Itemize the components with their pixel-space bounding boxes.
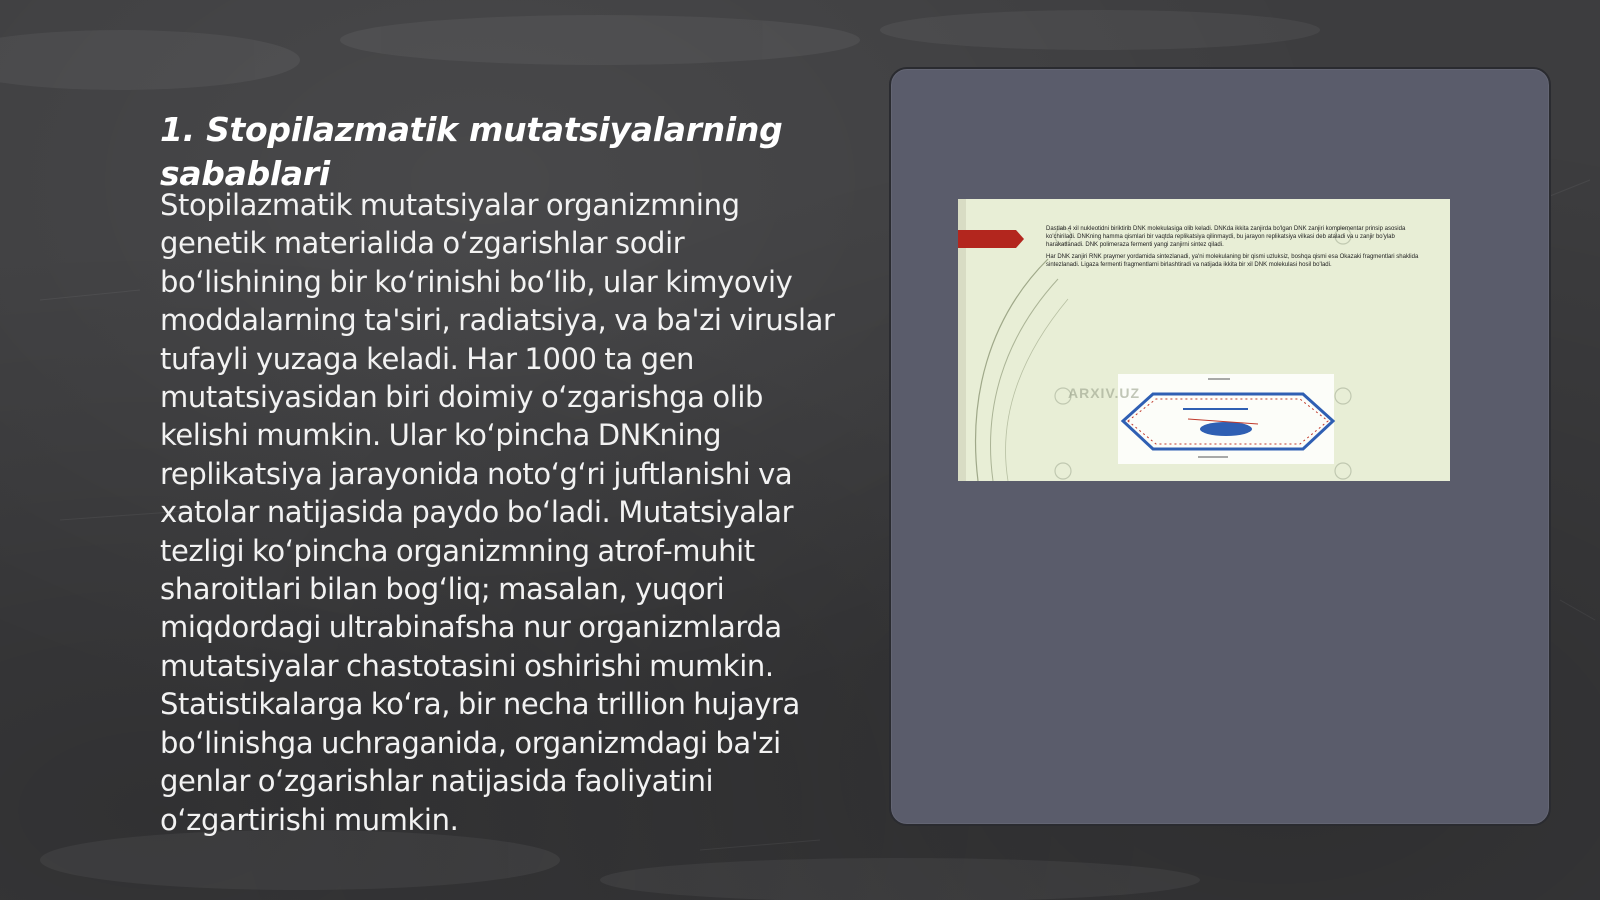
slide-title: 1. Stopilazmatik mutatsiyalarning sabablari [160, 110, 783, 193]
thumbnail-paragraph-1: Dastlab 4 xil nukleotidni biriktirib DNK molekulasiga olib keladi. DNKda ikkita zanjirda bo'lgan DNK zanjiri komplementar prinsip asosida ko'chiriladi. DNKning hamma qismlari bir vaqtda replikatsiya qilinmaydi, bu jarayon replikatsiya vilkasi deb ataladi va u zanjir bo'ylab harakatlanadi. DNK polimeraza fermenti yangi zanjirni sintez qiladi. [1046, 226, 1406, 248]
thumbnail-watermark: ARXIV.UZ [1068, 385, 1141, 401]
thumbnail-caption [1046, 225, 1426, 269]
red-arrow-icon [958, 230, 1024, 248]
thumbnail-paragraph-2: Har DNK zanjiri RNK praymer yordamida sintezlanadi, ya'ni molekulaning bir qismi uzluksiz, boshqa qismi esa Okazaki fragmentlari shaklida sintezlanadi. Ligaza fermenti fragmentlarni birlashtiradi va natijada ikkita bir xil DNK molekulasi hosil bo'ladi. [1046, 254, 1419, 268]
slide-body-text: Stopilazmatik mutatsiyalar organizmning genetik materialida o‘zgarishlar sodir bo‘lishining bir ko‘rinishi bo‘lib, ular kimyoviy moddalarning ta'siri, radiatsiya, va ba'zi viruslar tufayli yuzaga keladi. Har 1000 ta gen mutatsiyasidan biri doimiy o‘zgarishga olib kelishi mumkin. Ular ko‘pincha DNKning replikatsiya jarayonida noto‘g‘ri juftlanishi va xatolar natijasida paydo bo‘ladi. Mutatsiyalar tezligi ko‘pincha organizmning atrof-muhit sharoitlari bilan bog‘liq; masalan, yuqori miqdordagi ultrabinafsha nur organizmlarda mutatsiyalar chastotasini oshirishi mumkin. Statistikalarga ko‘ra, bir necha trillion hujayra bo‘linishga uchraganida, organizmdagi ba'zi genlar o‘zgarishlar natijasida faoliyatini o‘zgartirishi mumkin. [160, 188, 835, 837]
dna-replication-thumbnail [958, 199, 1450, 481]
